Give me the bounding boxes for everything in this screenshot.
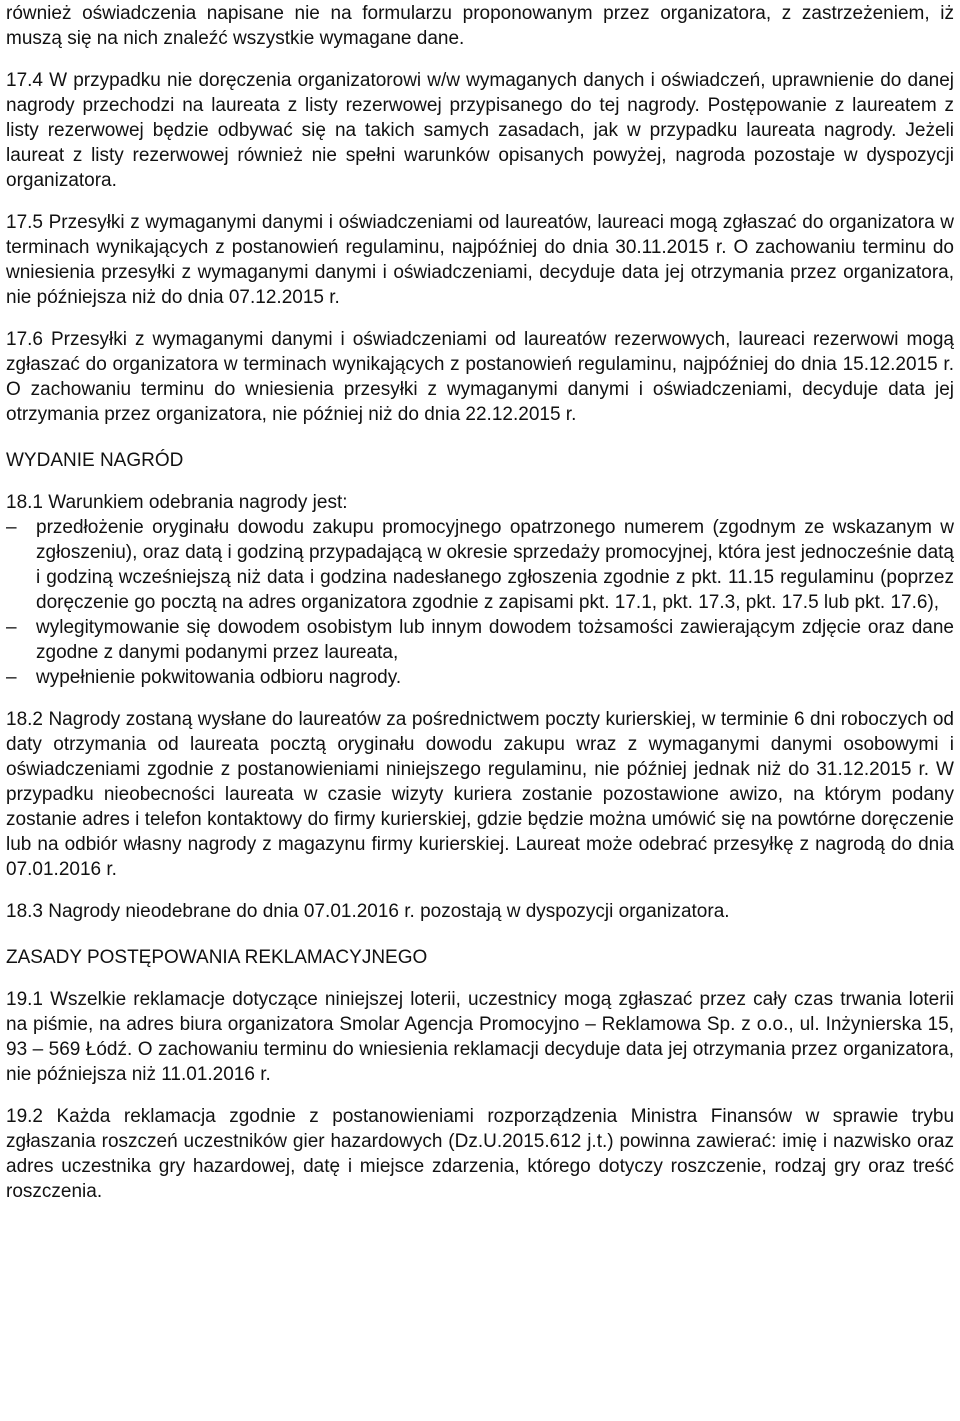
section-number: 17.6 [6,329,43,350]
list-item [6,615,954,665]
document-page [0,1,960,1421]
section-17-5 [6,210,954,310]
section-text: W przypadku nie doręczenia organizatorowi w/w wymaganych danych i oświadczeń, uprawnienie do danej nagrody przechodzi na laureata z listy rezerwowej przypisanego do tej nagrody. Postępowanie z laureatem z listy rezerwowej będzie odbywać się na takich samych zasadach, jak w przypadku laureata nagrody. Jeżeli laureat z listy rezerwowej również nie spełni warunków opisanych powyżej, nagroda pozostaje w dyspozycji organizatora. [6,70,954,191]
section-number: 19.2 [6,1106,43,1127]
section-18-2 [6,707,954,882]
dash-bullet: – [6,517,17,538]
paragraph-top: również oświadczenia napisane nie na formularzu proponowanym przez organizatora, z zastrzeżeniem, iż muszą się na nich znaleźć wszystkie wymagane dane. [6,3,954,49]
list-item-text: przedłożenie oryginału dowodu zakupu promocyjnego opatrzonego numerem (zgodnym ze wskazanym w zgłoszeniu), oraz datą i godziną przypadającą w okresie sprzedaży promocyjnej, która jest jednocześnie datą i godziną wcześniejszą niż data i godzina nadesłanego zgłoszenia zgodnie z pkt. 11.15 regulaminu (poprzez doręczenie go pocztą na adres organizatora zgodnie z zapisami pkt. 17.1, pkt. 17.3, pkt. 17.5 lub pkt. 17.6), [36,517,954,613]
section-text: Nagrody zostaną wysłane do laureatów za pośrednictwem poczty kurierskiej, w terminie 6 dni roboczych od daty otrzymania od laureata pocztą oryginału dowodu zakupu wraz z wymaganymi danymi osobowymi i oświadczeniami zgodnie z postanowieniami niniejszego regulaminu, nie później jednak niż do 31.12.2015 r. W przypadku nieobecności laureata w czasie wizyty kuriera zostanie pozostawione awizo, na którym podany zostanie adres i telefon kontaktowy do firmy kurierskiej, gdzie będzie można umówić się na powtórne doręczenie lub na odbiór własny nagrody z magazynu firmy kurierskiej. Laureat może odebrać przesyłkę z nagrodą do dnia 07.01.2016 r. [6,709,954,880]
section-text: Wszelkie reklamacje dotyczące niniejszej loterii, uczestnicy mogą zgłaszać przez cały czas trwania loterii na piśmie, na adres biura organizatora Smolar Agencja Promocyjno – Reklamowa Sp. z o.o., ul. Inżynierska 15, 93 – 569 Łódź. O zachowaniu terminu do wniesienia reklamacji decyduje data jej otrzymania przez organizatora, nie późniejsza niż 11.01.2016 r. [6,989,955,1085]
list-item [6,665,954,690]
list-item-text: wypełnienie pokwitowania odbioru nagrody. [36,667,402,688]
dash-bullet: – [6,617,17,638]
section-19-1 [6,987,954,1087]
section-number: 19.1 [6,989,43,1010]
section-18-3 [6,899,954,924]
conditions-list [6,515,954,690]
section-text: Każda reklamacja zgodnie z postanowieniami rozporządzenia Ministra Finansów w sprawie trybu zgłaszania roszczeń uczestników gier hazardowych (Dz.U.2015.612 j.t.) powinna zawierać: imię i nazwisko oraz adres uczestnika gry hazardowej, datę i miejsce zdarzenia, którego dotyczy roszczenie, rodzaj gry oraz treść roszczenia. [6,1106,955,1202]
section-text: Przesyłki z wymaganymi danymi i oświadczeniami od laureatów rezerwowych, laureaci rezerwowi mogą zgłaszać do organizatora w terminach wynikających z postanowień regulaminu, najpóźniej do dnia 15.12.2015 r. O zachowaniu terminu do wniesienia przesyłki z wymaganymi danymi i oświadczeniami, decyduje data jej otrzymania przez organizatora, nie później niż do dnia 22.12.2015 r. [6,329,954,425]
section-number: 18.3 [6,901,43,922]
section-text: Nagrody nieodebrane do dnia 07.01.2016 r. pozostają w dyspozycji organizatora. [48,901,730,922]
list-item-text: wylegitymowanie się dowodem osobistym lub innym dowodem tożsamości zawierającym zdjęcie oraz dane zgodne z danymi podanymi przez laureata, [36,617,954,663]
dash-bullet: – [6,667,17,688]
heading-wydanie-nagrod: WYDANIE NAGRÓD [6,450,184,471]
section-number: 18.2 [6,709,43,730]
list-item [6,515,954,615]
section-17-4 [6,68,954,193]
section-19-2 [6,1104,954,1204]
section-text: Przesyłki z wymaganymi danymi i oświadczeniami od laureatów, laureaci mogą zgłaszać do organizatora w terminach wynikających z postanowień regulaminu, najpóźniej do dnia 30.11.2015 r. O zachowaniu terminu do wniesienia przesyłki z wymaganymi danymi i oświadczeniami, decyduje data jej otrzymania przez organizatora, nie późniejsza niż do dnia 07.12.2015 r. [6,212,955,308]
section-number: 17.5 [6,212,43,233]
heading-zasady-reklamacyjne: ZASADY POSTĘPOWANIA REKLAMACYJNEGO [6,947,428,968]
section-number: 18.1 [6,492,43,513]
section-18-1 [6,490,954,515]
section-number: 17.4 [6,70,43,91]
section-text: Warunkiem odebrania nagrody jest: [48,492,348,513]
section-17-6 [6,327,954,427]
